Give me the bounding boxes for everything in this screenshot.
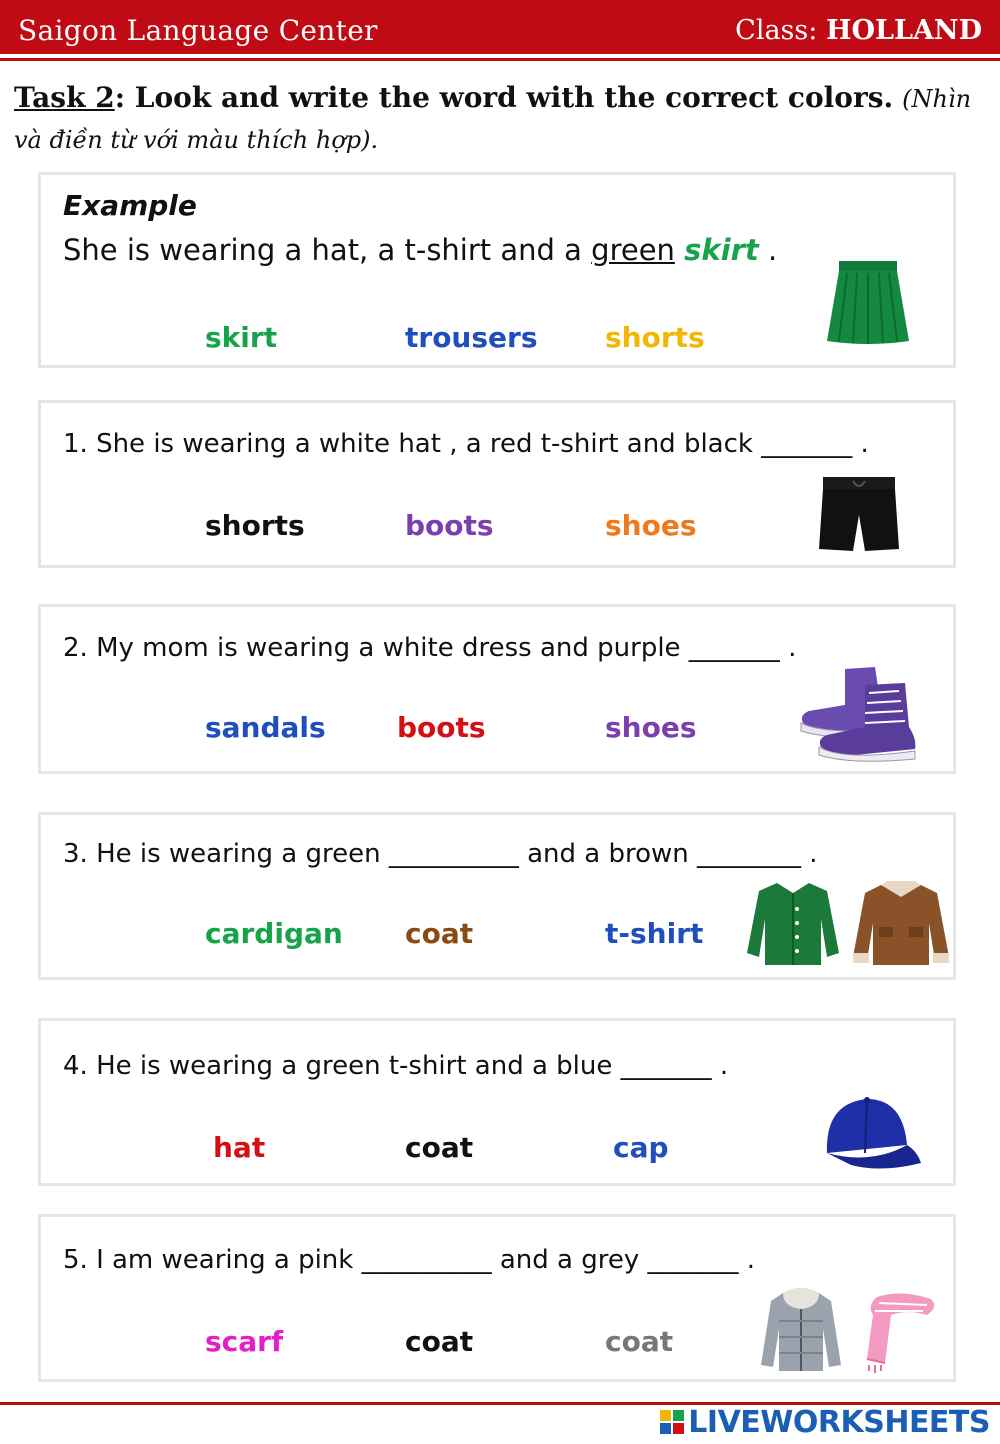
- logo-grid-icon: [660, 1410, 684, 1434]
- example-option-3[interactable]: shorts: [605, 321, 705, 354]
- pink-scarf-icon: [857, 1289, 941, 1373]
- q4-option-3[interactable]: cap: [613, 1131, 669, 1164]
- q3-option-1[interactable]: cardigan: [205, 917, 343, 950]
- green-skirt-icon: [825, 259, 911, 347]
- example-option-1[interactable]: skirt: [205, 321, 278, 354]
- question-box-2: [38, 604, 956, 774]
- liveworksheets-logo: [660, 1404, 990, 1440]
- grey-coat-icon: [761, 1285, 841, 1373]
- q1-option-3[interactable]: shoes: [605, 509, 697, 542]
- blue-cap-icon: [821, 1093, 923, 1173]
- example-sentence: [63, 233, 777, 267]
- example-answer: skirt: [684, 233, 759, 267]
- task-heading: [14, 78, 984, 160]
- example-title: Example: [63, 189, 197, 222]
- example-sentence-start: She is wearing a hat, a t-shirt and a: [63, 233, 592, 267]
- question-sentence-5: 5. I am wearing a pink __________ and a grey _______ .: [63, 1245, 756, 1275]
- question-sentence-3: 3. He is wearing a green __________ and a brown ________ .: [63, 839, 818, 869]
- q5-option-1[interactable]: scarf: [205, 1325, 284, 1358]
- green-cardigan-icon: [747, 879, 839, 969]
- question-box-1: [38, 400, 956, 568]
- example-underlined-word: green: [591, 233, 675, 267]
- black-shorts-icon: [817, 475, 901, 555]
- class-info: [735, 15, 982, 46]
- q1-option-1[interactable]: shorts: [205, 509, 305, 542]
- question-box-3: [38, 812, 956, 980]
- q3-option-2[interactable]: coat: [405, 917, 474, 950]
- q4-option-2[interactable]: coat: [405, 1131, 474, 1164]
- example-box: [38, 172, 956, 368]
- task-text: : Look and write the word with the correct colors.: [114, 81, 894, 114]
- q5-option-2[interactable]: coat: [405, 1325, 474, 1358]
- question-sentence-1: 1. She is wearing a white hat , a red t-shirt and black _______ .: [63, 429, 869, 459]
- q2-option-1[interactable]: sandals: [205, 711, 326, 744]
- center-name: Saigon Language Center: [18, 14, 378, 47]
- class-label: Class:: [735, 15, 818, 46]
- q4-option-1[interactable]: hat: [213, 1131, 266, 1164]
- header-divider: [0, 58, 1000, 61]
- question-sentence-2: 2. My mom is wearing a white dress and purple _______ .: [63, 633, 797, 663]
- header-bar: [0, 0, 1000, 54]
- example-sentence-end: .: [758, 233, 778, 267]
- class-name: HOLLAND: [825, 15, 982, 46]
- brand-name: LIVEWORKSHEETS: [688, 1404, 990, 1440]
- brown-coat-icon: [853, 879, 949, 969]
- q5-option-3[interactable]: coat: [605, 1325, 674, 1358]
- purple-sneakers-icon: [795, 665, 919, 765]
- q1-option-2[interactable]: boots: [405, 509, 494, 542]
- question-box-4: [38, 1018, 956, 1186]
- example-option-2[interactable]: trousers: [405, 321, 538, 354]
- question-box-5: [38, 1214, 956, 1382]
- q2-option-2[interactable]: boots: [397, 711, 486, 744]
- q3-option-3[interactable]: t-shirt: [605, 917, 704, 950]
- task-subtitle: (Nhìn và điền từ với màu thích hợp).: [14, 85, 972, 154]
- task-label: Task 2: [14, 81, 115, 114]
- question-sentence-4: 4. He is wearing a green t-shirt and a blue _______ .: [63, 1051, 729, 1081]
- q2-option-3[interactable]: shoes: [605, 711, 697, 744]
